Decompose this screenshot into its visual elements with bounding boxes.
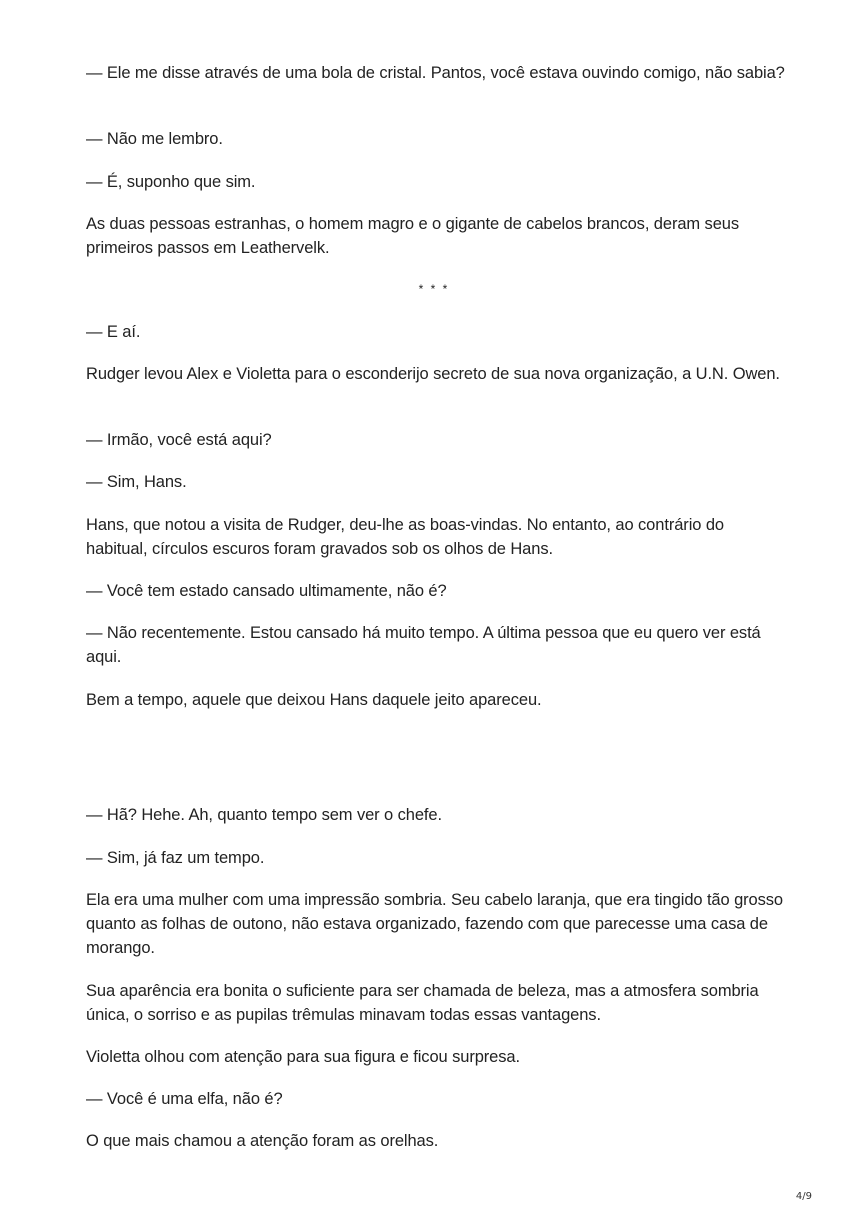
paragraph: — Sim, Hans. xyxy=(86,473,187,491)
page-number: 4/9 xyxy=(795,1191,812,1202)
paragraph: — Não recentemente. Estou cansado há muito tempo. A última pessoa que eu quero ver está aqui. xyxy=(86,624,761,666)
paragraph: — Ele me disse através de uma bola de cristal. Pantos, você estava ouvindo comigo, não sabia? xyxy=(86,64,785,82)
scene-break: * * * xyxy=(418,282,450,296)
paragraph: O que mais chamou a atenção foram as orelhas. xyxy=(86,1132,439,1150)
paragraph: Bem a tempo, aquele que deixou Hans daquele jeito apareceu. xyxy=(86,691,542,709)
paragraph: — Sim, já faz um tempo. xyxy=(86,849,265,867)
paragraph: — Não me lembro. xyxy=(86,130,223,148)
paragraph: Ela era uma mulher com uma impressão sombria. Seu cabelo laranja, que era tingido tão grosso quanto as folhas de outono, não estava organizado, fazendo com que parecesse uma casa de morango. xyxy=(86,891,783,957)
paragraph: Sua aparência era bonita o suficiente para ser chamada de beleza, mas a atmosfera sombria única, o sorriso e as pupilas trêmulas minavam todas essas vantagens. xyxy=(86,982,759,1024)
paragraph: — Hã? Hehe. Ah, quanto tempo sem ver o chefe. xyxy=(86,806,442,824)
paragraph: Rudger levou Alex e Violetta para o esconderijo secreto de sua nova organização, a U.N. Owen. xyxy=(86,365,780,383)
paragraph: — É, suponho que sim. xyxy=(86,173,256,191)
paragraph: — Você tem estado cansado ultimamente, não é? xyxy=(86,582,447,600)
paragraph: — E aí. xyxy=(86,323,141,341)
paragraph: Violetta olhou com atenção para sua figura e ficou surpresa. xyxy=(86,1048,520,1066)
paragraph: — Você é uma elfa, não é? xyxy=(86,1090,283,1108)
paragraph: Hans, que notou a visita de Rudger, deu-lhe as boas-vindas. No entanto, ao contrário do habitual, círculos escuros foram gravados sob os olhos de Hans. xyxy=(86,516,724,558)
paragraph: As duas pessoas estranhas, o homem magro e o gigante de cabelos brancos, deram seus primeiros passos em Leathervelk. xyxy=(86,215,739,257)
paragraph: — Irmão, você está aqui? xyxy=(86,431,272,449)
